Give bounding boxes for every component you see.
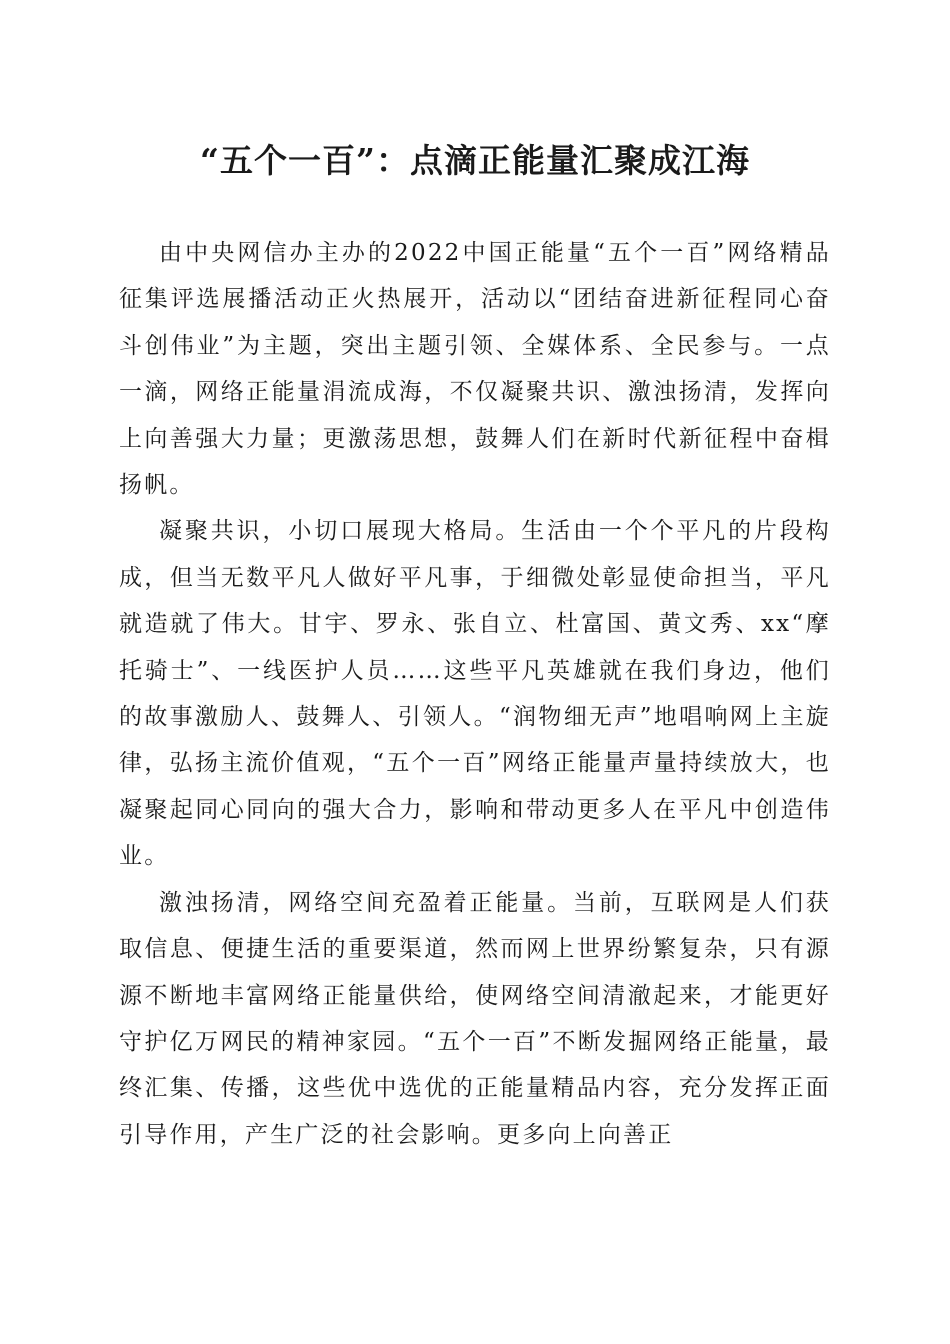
paragraph-2: 凝聚共识，小切口展现大格局。生活由一个个平凡的片段构成，但当无数平凡人做好平凡事，于细微处彰显使命担当，平凡就造就了伟大。甘宇、罗永、张自立、杜富国、黄文秀、xx“摩托骑士”、一线医护人员……这些平凡英雄就在我们身边，他们的故事激励人、鼓舞人、引领人。“润物细无声”地唱响网上主旋律，弘扬主流价值观，“五个一百”网络正能量声量持续放大，也凝聚起同心同向的强大合力，影响和带动更多人在平凡中创造伟业。 [119,518,831,870]
paragraph-1: 由中央网信办主办的2022中国正能量“五个一百”网络精品征集评选展播活动正火热展开，活动以“团结奋进新征程同心奋斗创伟业”为主题，突出主题引领、全媒体系、全民参与。一点一滴，网络正能量涓流成海，不仅凝聚共识、激浊扬清，发挥向上向善强大力量；更激荡思想，鼓舞人们在新时代新征程中奋楫扬帆。 [119,240,831,499]
paragraph-3: 激浊扬清，网络空间充盈着正能量。当前，互联网是人们获取信息、便捷生活的重要渠道，然而网上世界纷繁复杂，只有源源不断地丰富网络正能量供给，使网络空间清澈起来，才能更好守护亿万网民的精神家园。“五个一百”不断发掘网络正能量，最终汇集、传播，这些优中选优的正能量精品内容，充分发挥正面引导作用，产生广泛的社会影响。更多向上向善正 [119,889,831,1148]
document-body [119,230,831,1158]
document-title: “五个一百”：点滴正能量汇聚成江海 [200,141,750,180]
